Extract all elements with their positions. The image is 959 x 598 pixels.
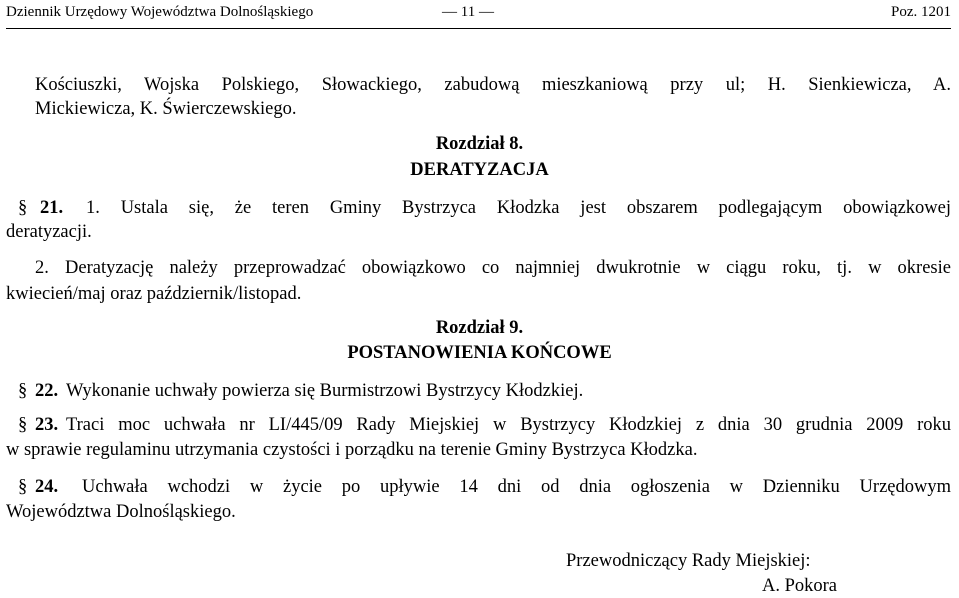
- section-21-symbol: §: [18, 198, 28, 218]
- signature-title: Przewodniczący Rady Miejskiej:: [566, 551, 811, 571]
- chapter-8-number: Rozdział 8.: [435, 134, 524, 154]
- section-21-2-line-1: 2. Deratyzację należy przeprowadzać obowiązkowo co najmniej dwukrotnie w ciągu roku, tj. w okresie: [35, 258, 951, 278]
- header-rule: [6, 28, 951, 29]
- section-24-line-2: Województwa Dolnośląskiego.: [6, 502, 236, 522]
- section-21-1-line-1: 1. Ustala się, że teren Gminy Bystrzyca Kłodzka jest obszarem podlegającym obowiązkowej: [86, 198, 951, 218]
- section-21-2-line-2: kwiecień/maj oraz październik/listopad.: [6, 284, 302, 304]
- section-21-1-line-2: deratyzacji.: [6, 222, 92, 242]
- section-21-number: 21.: [40, 198, 64, 218]
- section-23-number: 23.: [35, 415, 59, 435]
- section-23-symbol: §: [18, 415, 28, 435]
- section-24-line-1: Uchwała wchodzi w życie po upływie 14 dni od dnia ogłoszenia w Dzienniku Urzędowym: [82, 477, 951, 497]
- intro-line-2: Mickiewicza, K. Świerczewskiego.: [35, 99, 297, 119]
- section-23-line-1: Traci moc uchwała nr LI/445/09 Rady Miejskiej w Bystrzycy Kłodzkiej z dnia 30 grudnia 2009 roku: [66, 415, 951, 435]
- chapter-9-number: Rozdział 9.: [435, 318, 524, 338]
- section-22-text: Wykonanie uchwały powierza się Burmistrzowi Bystrzycy Kłodzkiej.: [66, 381, 584, 401]
- section-24-symbol: §: [18, 477, 28, 497]
- position-number: Poz. 1201: [891, 4, 951, 20]
- intro-line-1: Kościuszki, Wojska Polskiego, Słowackiego, zabudową mieszkaniową przy ul; H. Sienkiewicza, A.: [35, 75, 951, 95]
- section-22-symbol: §: [18, 381, 28, 401]
- journal-title: Dziennik Urzędowy Województwa Dolnośląskiego: [6, 4, 314, 20]
- page-header: [6, 4, 951, 26]
- section-24-number: 24.: [35, 477, 59, 497]
- section-23-line-2: w sprawie regulaminu utrzymania czystości i porządku na terenie Gminy Bystrzyca Kłodzka.: [6, 440, 698, 460]
- section-22-number: 22.: [35, 381, 59, 401]
- signature-name: A. Pokora: [762, 576, 838, 596]
- page-number: — 11 —: [442, 4, 494, 20]
- chapter-9-title: POSTANOWIENIA KOŃCOWE: [347, 343, 612, 363]
- chapter-8-title: DERATYZACJA: [410, 160, 549, 180]
